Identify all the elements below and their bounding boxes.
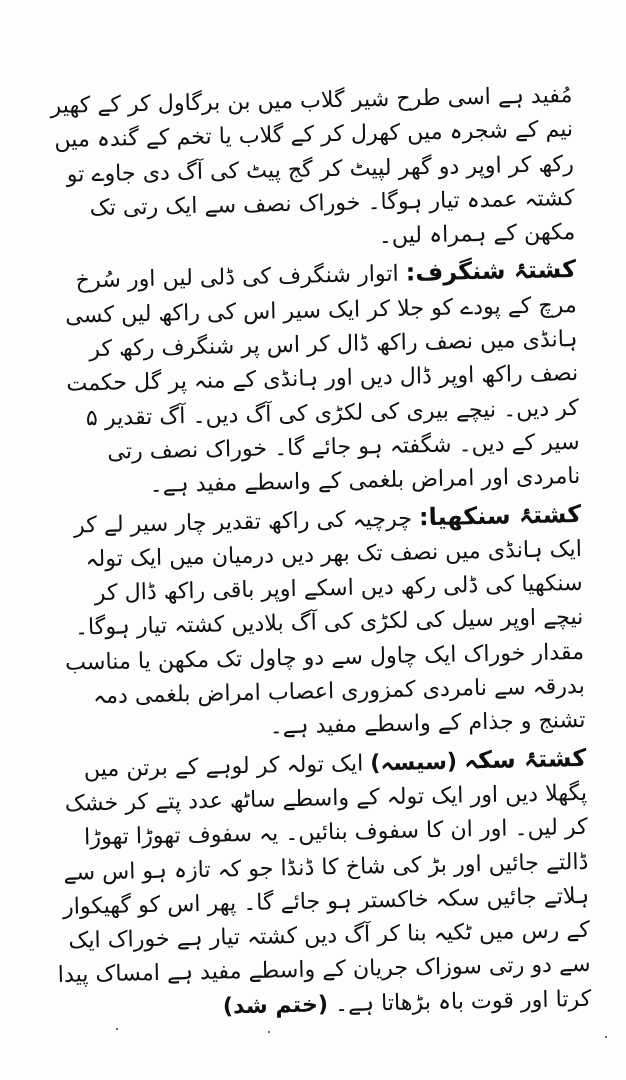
paragraph-shingraf [42, 252, 581, 504]
heading-kushta-shingraf: کشتۂ شنگرف: [405, 255, 577, 288]
paragraph-1 [38, 78, 575, 261]
paragraph-1-lead: مُفید ہے اسی طرح شیر گلاب میں بن برگاول کر کے کھیر نیم کے شجرہ میں [50, 81, 574, 146]
paragraph-sikka [52, 740, 592, 1026]
scan-speck [268, 1031, 270, 1033]
heading-note-seesa: (سیسہ) [369, 748, 458, 777]
paragraph-sikka-body: ایک تولہ کر لوہے کے برتن میں پگھلا دیں اور ایک تولہ کے واسطے ساٹھ عدد پتے کر خشک کر لیں۔ اور ان کا سفوف بنائیں۔ یہ سفوف تھوڑا تھوڑا ڈالتے جائیں اور بڑ کی شاخ کا ڈنڈا جو کہ تازہ ہو اس سے ہلاتے جائیں سکہ خاکستر ہو جائے گا۔ پھر اس کو گھیکوار کے رس میں ٹکیہ بنا کر آگ دیں کشتہ تیار ہے خوراک ایک سے دو رتی سوزاک جریان کے واسطے مفید ہے امساک پیدا کرتا اور قوت باہ بڑھاتا ہے۔ [57, 750, 592, 1017]
paragraph-1-body: کھرل کر کے گلاب یا تخم کے گندہ میں رکھ کر اوپر دو گھر لپیٹ کر گج پیٹ کی آگ دی جاوے تو کشتہ عمدہ تیار ہوگا۔ خوراک نصف سے ایک رتی تک مکھن کے ہمراہ لیں۔ [54, 119, 576, 250]
paragraph-sankhya-body: چرچیہ کی راکھ تقدیر چار سیر لے کر ایک ہانڈی میں نصف تک بھر دیں درمیان میں ایک تولہ سنکھیا کی ڈلی رکھ دیں اسکے اوپر باقی راکھ ڈال کر نیچے اوپر سیل کی لکڑی کی آگ بلادیں کشتہ تیار ہوگا۔ مقدار خوراک ایک چاول سے دو چاول تک مکھن یا مناسب بدرقہ سے نامردی کمزوری اعصاب امراض بلغمی دمہ تشنج و جذام کے واسطے مفید ہے۔ [64, 505, 586, 740]
scan-specks [0, 1020, 626, 1080]
paragraph-shingraf-body: اتوار شنگرف کی ڈلی لیں اور سُرخ مرچ کے پودے کو جلا کر ایک سیر اس کی راکھ لیں کسی ہانڈی میں نصف راکھ ڈال کر اس پر شنگرف رکھ کر نصف راکھ اوپر ڈال دیں اور ہانڈی کے منہ پر گل حکمت کر دیں۔ نیچے بیری کی لکڑی کی آگ دیں۔ آگ تقدیر ۵ سیر کے دیں۔ شگفتہ ہو جائے گا۔ خوراک نصف رتی نامردی اور امراض بلغمی کے واسطے مفید ہے۔ [64, 261, 581, 499]
handwritten-urdu-text [38, 78, 592, 1020]
paragraph-sankhya [47, 496, 586, 748]
heading-kushta-sankhya: کشتۂ سنکھیا: [418, 499, 582, 531]
scan-speck [605, 1036, 607, 1038]
closing-khatam-shud: (ختم شد) [222, 991, 329, 1020]
heading-kushta-sikka: کشتۂ سکہ [463, 743, 587, 775]
scan-speck [116, 1028, 118, 1030]
